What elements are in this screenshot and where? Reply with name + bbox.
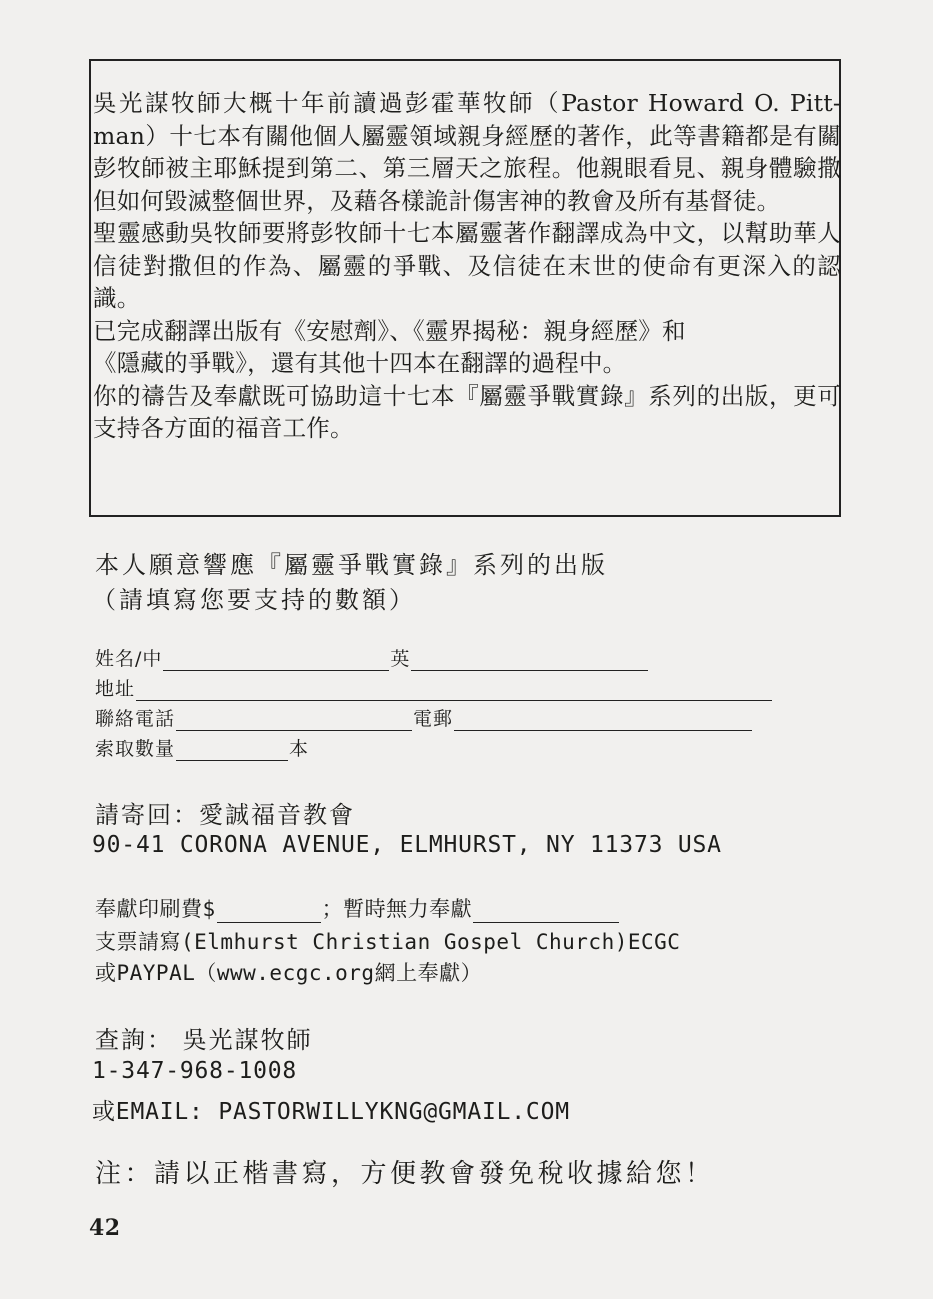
intro-paragraph-2: 聖靈感動吳牧師要將彭牧師十七本屬靈著作翻譯成為中文，以幫助華人信徒對撒但的作為、屬靈的爭戰、及信徒在末世的使命有更深入的認識。 — [93, 219, 841, 312]
intro-text — [93, 87, 841, 445]
contact-phone: 1-347-968-1008 — [92, 1058, 298, 1084]
name-cn-label: 姓名/中 — [95, 648, 163, 670]
contact-email: 或EMAIL: PASTORWILLYKNG@GMAIL.COM — [92, 1099, 570, 1125]
mail-address: 90-41 CORONA AVENUE, ELMHURST, NY 11373 USA — [92, 832, 722, 858]
intro-paragraph-4: 你的禱告及奉獻既可協助這十七本『屬靈爭戰實錄』系列的出版，更可支持各方面的福音工作。 — [93, 381, 841, 442]
email-field[interactable] — [454, 710, 752, 731]
paypal-line: 或PAYPAL（www.ecgc.org網上奉獻） — [95, 961, 483, 985]
intro-paragraph-3-line-1: 已完成翻譯出版有《安慰劑》、《靈界揭秘：親身經歷》和 — [93, 316, 686, 345]
contact-label: 查詢： 吳光謀牧師 — [95, 1026, 313, 1054]
intro-paragraph-1: 吳光謀牧師大概十年前讀過彭霍華牧師（Pastor Howard O. Pitt-man）十七本有關他個人屬靈領域親身經歷的著作，此等書籍都是有關彭牧師被主耶穌提到第二、第三層天之旅程。他親眼看見、親身體驗撒但如何毀滅整個世界，及藉各樣詭計傷害神的教會及所有基督徒。 — [93, 89, 841, 215]
address-label: 地址 — [95, 678, 136, 700]
email-label: 電郵 — [413, 708, 454, 730]
quantity-unit: 本 — [289, 738, 310, 760]
cheque-line: 支票請寫(Elmhurst Christian Gospel Church)ECGC — [95, 930, 681, 954]
name-cn-field[interactable] — [163, 650, 389, 671]
print-fee-label: 奉獻印刷費$ — [95, 897, 216, 921]
page-number: 42 — [89, 1215, 121, 1241]
address-field[interactable] — [136, 680, 772, 701]
quantity-field[interactable] — [176, 740, 288, 761]
name-en-field[interactable] — [411, 650, 648, 671]
donation-row — [95, 895, 620, 923]
donation-separator: ； — [321, 897, 344, 921]
contact-row — [95, 705, 753, 731]
address-row — [95, 675, 773, 701]
name-en-label: 英 — [390, 648, 411, 670]
intro-paragraph-3-line-2: 《隱藏的爭戰》，還有其他十四本在翻譯的過程中。 — [93, 349, 627, 377]
no-offer-field[interactable] — [473, 902, 619, 923]
mail-label: 請寄回：愛誠福音教會 — [95, 801, 355, 829]
form-heading: 本人願意響應『屬靈爭戰實錄』系列的出版 — [95, 551, 608, 579]
phone-label: 聯絡電話 — [95, 708, 176, 730]
no-offer-label: 暫時無力奉獻 — [343, 897, 473, 921]
tax-receipt-note: 注：請以正楷書寫，方便教會發免稅收據給您！ — [95, 1159, 715, 1189]
phone-field[interactable] — [176, 710, 412, 731]
print-fee-field[interactable] — [217, 902, 321, 923]
quantity-label: 索取數量 — [95, 738, 176, 760]
quantity-row — [95, 735, 309, 761]
name-row — [95, 645, 649, 671]
intro-box — [89, 59, 841, 517]
form-subheading: （請填寫您要支持的數額） — [92, 586, 416, 614]
